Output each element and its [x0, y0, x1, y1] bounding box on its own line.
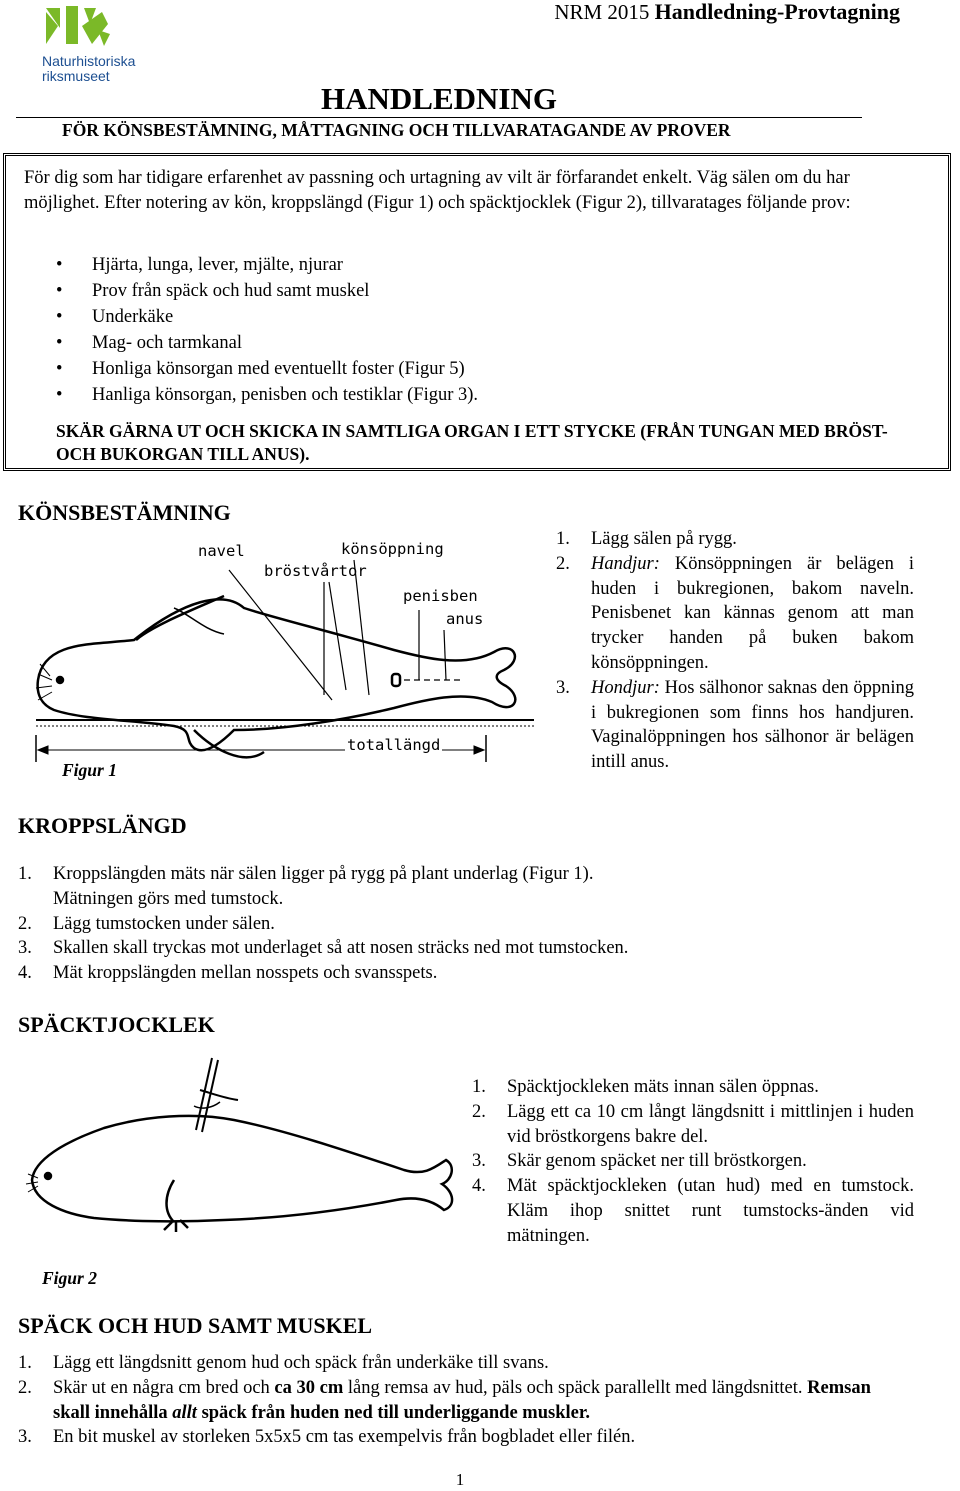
page-header	[554, 0, 900, 25]
logo-text-line2: riksmuseet	[42, 68, 110, 84]
document-title: HANDLEDNING	[321, 81, 557, 116]
list-item: • Mag- och tarmkanal	[56, 330, 478, 356]
title-divider	[16, 117, 862, 118]
sample-list	[56, 252, 478, 408]
step-item: 2. Lägg ett ca 10 cm långt längdsnitt i mittlinjen i huden vid bröstkorgens bakre del.	[472, 1101, 914, 1147]
step-item: 2. Skär ut en några cm bred och ca 30 cm lång remsa av hud, päls och späck parallellt med längdsnittet. Remsan skall innehålla allt späck från huden ned till underliggande muskler.	[18, 1377, 871, 1423]
list-item: • Hjärta, lunga, lever, mjälte, njurar	[56, 252, 478, 278]
logo-mark-icon	[44, 4, 114, 50]
label-anus: anus	[446, 610, 484, 628]
step-item: 3. Skallen skall tryckas mot underlaget så att nosen sträcks ned mot tumstocken.	[18, 938, 629, 959]
step-item: 3. Skär genom späcket ner till bröstkorgen.	[472, 1151, 807, 1172]
intro-note: SKÄR GÄRNA UT OCH SKICKA IN SAMTLIGA ORGAN I ETT STYCKE (FRÅN TUNGAN MED BRÖST- OCH BUKORGAN TILL ANUS).	[56, 421, 888, 464]
section-heading-spackochhud: SPÄCK OCH HUD SAMT MUSKEL	[18, 1313, 373, 1338]
figure-2	[24, 1050, 464, 1300]
label-penisben: penisben	[403, 587, 478, 605]
spacktjocklek-steps	[472, 1075, 914, 1249]
intro-text: För dig som har tidigare erfarenhet av passning och urtagning av vilt är förfarandet enkelt. Väg sälen om du har möjlighet. Efter notering av kön, kroppslängd (Figur 1) och späcktjocklek (Figur 2), tillvaratages följande prov:	[24, 168, 851, 213]
step-item: 1. Lägg sälen på rygg.	[556, 529, 737, 549]
label-navel: navel	[198, 542, 245, 560]
kroppslangd-steps	[18, 862, 898, 986]
step-item: 4. Mät kroppslängden mellan nosspets och svansspets.	[18, 963, 438, 984]
step-item: 3. Hondjur: Hos sälhonor saknas den öppning i bukregionen som finns hos handjuren. Vaginalöppningen hos sälhonor är belägen intill anus.	[556, 677, 914, 773]
label-brostvartor: bröstvårtor	[264, 562, 367, 580]
figure-1	[24, 530, 544, 790]
figure-1-caption: Figur 1	[62, 760, 117, 780]
logo	[42, 4, 152, 86]
header-prefix: NRM 2015	[554, 0, 650, 24]
konsbestamning-steps	[556, 527, 914, 775]
document-subtitle: FÖR KÖNSBESTÄMNING, MÅTTAGNING OCH TILLVARATAGANDE AV PROVER	[62, 120, 731, 140]
step-item: 1. Kroppslängden mäts när sälen ligger på rygg på plant underlag (Figur 1). Mätningen görs med tumstock.	[18, 864, 594, 909]
step-item: 4. Mät späcktjockleken (utan hud) med en tumstock. Kläm ihop snittet runt tumstocks-änden vid mätningen.	[472, 1176, 914, 1246]
step-item: 2. Lägg tumstocken under sälen.	[18, 913, 275, 934]
header-title: Handledning-Provtagning	[654, 0, 900, 24]
step-item: 3. En bit muskel av storleken 5x5x5 cm tas exempelvis från bogbladet eller filén.	[18, 1427, 636, 1448]
seal-side-illustration	[24, 1050, 464, 1260]
figure-2-caption: Figur 2	[42, 1268, 97, 1288]
section-heading-konsbestamning: KÖNSBESTÄMNING	[18, 500, 231, 525]
step-item: 1. Späcktjockleken mäts innan sälen öppnas.	[472, 1077, 819, 1097]
list-item: • Honliga könsorgan med eventuellt foster (Figur 5)	[56, 356, 478, 382]
step-item: 2. Handjur: Könsöppningen är belägen i huden i bukregionen, bakom naveln. Penisbenet kan kännas genom att man trycker handen på buken bakom könsöppningen.	[556, 553, 914, 673]
logo-text-line1: Naturhistoriska	[42, 53, 136, 69]
section-heading-kroppslangd: KROPPSLÄNGD	[18, 813, 187, 838]
list-item: • Hanliga könsorgan, penisben och testiklar (Figur 3).	[56, 382, 478, 408]
spackochhud-steps	[18, 1351, 898, 1450]
page-number: 1	[455, 1470, 465, 1489]
label-konsoppning: könsöppning	[341, 540, 444, 558]
list-item: • Underkäke	[56, 304, 478, 330]
list-item: • Prov från späck och hud samt muskel	[56, 278, 478, 304]
step-item: 1. Lägg ett längdsnitt genom hud och späck från underkäke till svans.	[18, 1353, 549, 1373]
section-heading-spacktjocklek: SPÄCKTJOCKLEK	[18, 1012, 215, 1037]
label-totallangd: totallängd	[347, 736, 441, 754]
